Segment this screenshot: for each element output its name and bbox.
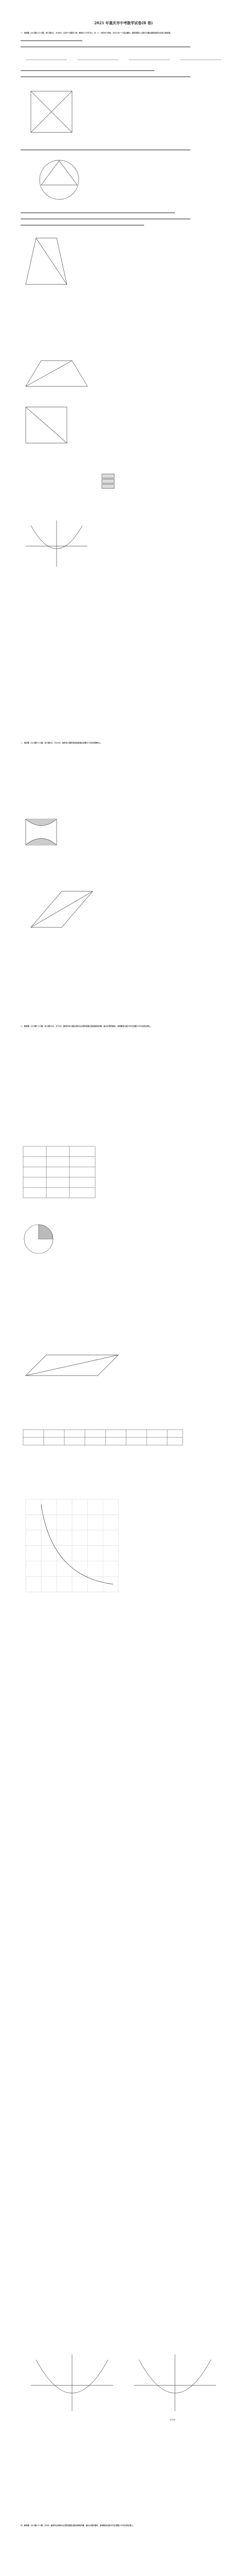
text-line xyxy=(21,76,190,77)
text-line xyxy=(21,225,144,226)
quadrilateral-figure xyxy=(21,355,93,392)
square-figure xyxy=(21,402,72,448)
circle-figure xyxy=(31,157,87,203)
shaded-figure xyxy=(21,814,62,850)
stacked-blocks-figure xyxy=(98,471,118,492)
parallelogram-figure xyxy=(21,1350,123,1381)
parabola-figure xyxy=(21,515,93,572)
text-line xyxy=(21,212,175,213)
trapezoid-figure xyxy=(21,233,72,290)
section-heading: 三、解答题（本大题7个小题，每小题10分，共70分）解答时每小题必须给出必要的演算过程或推理步骤，画出必要的图形，请将解答过程书写在答题卡中对应的位置上。 xyxy=(21,1025,152,1027)
grid-graph-figure xyxy=(21,1494,123,1607)
section-heading: 四、解答题（本大题1个小题，共8分）解答时必须给出必要的演算过程或推理步骤，画出必要的图形，请将解答过程书写在答题卡中对应的位置上。 xyxy=(21,2524,135,2527)
text-line xyxy=(21,40,82,41)
rhombus-figure xyxy=(21,886,103,933)
data-table-figure xyxy=(21,1144,98,1200)
section-heading: 二、填空题（本大题6个小题，每小题4分，共24分）请将每小题的答案直接填在答题卡中对应的横线上。 xyxy=(21,742,102,744)
text-line xyxy=(21,218,190,219)
value-table-figure xyxy=(21,1427,185,1448)
pie-figure xyxy=(21,1221,57,1257)
text-line xyxy=(21,149,190,150)
section-heading: 一、选择题（本大题12个小题，每小题4分，共48分）在每个小题的下面，都给出了代号为A、B、C、D的四个答案，其中只有一个是正确的，请将答题卡上题号右侧正确答案所对应的方框涂黑。 xyxy=(21,32,172,34)
geometry-figure xyxy=(21,83,82,140)
coordinate-figure xyxy=(21,2349,226,2416)
text-line xyxy=(21,70,154,71)
text-line xyxy=(21,46,190,47)
number-line-figure xyxy=(21,54,226,66)
figure-caption: 备用图 xyxy=(170,2419,175,2421)
exam-title: 2021 年重庆市中考数学试卷(B 卷) xyxy=(94,21,153,25)
